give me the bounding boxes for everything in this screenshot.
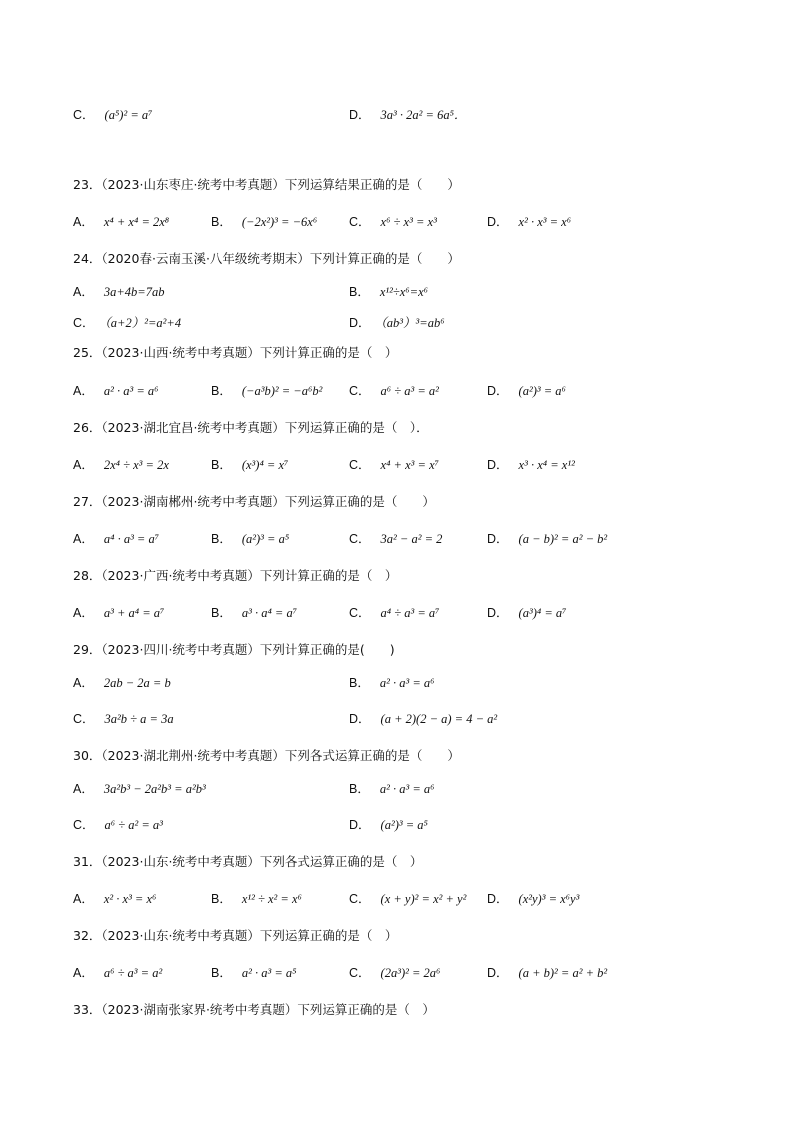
question-28-stem: 28．（2023·广西·统考中考真题）下列计算正确的是（ ） [73,568,398,583]
option-c: C． a⁶ ÷ a³ = a² [349,384,439,398]
option-a: A． 3a+4b=7ab [73,285,165,299]
option-d: D． (a − b)² = a² − b² [487,532,608,546]
question-25-stem: 25．（2023·山西·统考中考真题）下列计算正确的是（ ） [73,345,398,360]
option-b: B． x¹²÷x⁶=x⁶ [349,285,428,299]
question-30-stem: 30．（2023·湖北荆州·统考中考真题）下列各式运算正确的是（ ） [73,748,460,763]
option-d: D． (a²)³ = a⁶ [487,384,566,398]
option-d: D． (x²y)³ = x⁶y³ [487,892,580,906]
option-d: D． 3a³ · 2a² = 6a⁵． [349,108,467,122]
question-33-stem: 33．（2023·湖南张家界·统考中考真题）下列运算正确的是（ ） [73,1002,435,1017]
option-d: D． (a + b)² = a² + b² [487,966,608,980]
option-b: B． x¹² ÷ x² = x⁶ [211,892,302,906]
option-c: C． (x + y)² = x² + y² [349,892,467,906]
option-b: B． (−2x²)³ = −6x⁶ [211,215,318,229]
option-a: A． 2ab − 2a = b [73,676,171,690]
option-b: B． (−a³b)² = −a⁶b² [211,384,323,398]
option-b: B． a² · a³ = a⁶ [349,676,435,690]
option-a: A． 2x⁴ ÷ x³ = 2x [73,458,169,472]
option-c: C． x⁴ + x³ = x⁷ [349,458,439,472]
question-24-stem: 24．（2020春·云南玉溪·八年级统考期末）下列计算正确的是（ ） [73,251,460,266]
option-d: D． x³ · x⁴ = x¹² [487,458,575,472]
option-c: C． （a+2）²=a²+4 [73,316,182,330]
option-d: D． (a + 2)(2 − a) = 4 − a² [349,712,498,726]
option-c: C． x⁶ ÷ x³ = x³ [349,215,437,229]
option-c: C． (a⁵)² = a⁷ [73,108,153,122]
option-a: A． a² · a³ = a⁶ [73,384,159,398]
option-c: C． 3a²b ÷ a = 3a [73,712,174,726]
option-a: A． a⁶ ÷ a³ = a² [73,966,163,980]
option-c: C． a⁴ ÷ a³ = a⁷ [349,606,440,620]
option-b: B． a² · a³ = a⁶ [349,782,435,796]
option-d: D． (a²)³ = a⁵ [349,818,428,832]
option-d: D． (a³)⁴ = a⁷ [487,606,567,620]
question-29-stem: 29．（2023·四川·统考中考真题）下列计算正确的是( ) [73,642,395,657]
option-c: C． (2a³)² = 2a⁶ [349,966,441,980]
question-27-stem: 27．（2023·湖南郴州·统考中考真题）下列运算正确的是（ ） [73,494,435,509]
option-c: C． a⁶ ÷ a² = a³ [73,818,163,832]
option-c: C． 3a² − a² = 2 [349,532,443,546]
question-23-stem: 23．（2023·山东枣庄·统考中考真题）下列运算结果正确的是（ ） [73,177,460,192]
option-d: D． （ab³）³=ab⁶ [349,316,445,330]
option-d: D． x² · x³ = x⁶ [487,215,572,229]
question-26-stem: 26．（2023·湖北宜昌·统考中考真题）下列运算正确的是（ ）． [73,420,429,435]
option-a: A． x² · x³ = x⁶ [73,892,157,906]
option-a: A． a⁴ · a³ = a⁷ [73,532,160,546]
option-b: B． a² · a³ = a⁵ [211,966,297,980]
option-a: A． x⁴ + x⁴ = 2x⁸ [73,215,170,229]
option-a: A． a³ + a⁴ = a⁷ [73,606,165,620]
option-a: A． 3a²b³ − 2a²b³ = a²b³ [73,782,206,796]
option-b: B． a³ · a⁴ = a⁷ [211,606,298,620]
option-b: B． (x³)⁴ = x⁷ [211,458,289,472]
question-32-stem: 32．（2023·山东·统考中考真题）下列运算正确的是（ ） [73,928,398,943]
option-b: B． (a²)³ = a⁵ [211,532,290,546]
question-31-stem: 31．（2023·山东·统考中考真题）下列各式运算正确的是（ ） [73,854,423,869]
